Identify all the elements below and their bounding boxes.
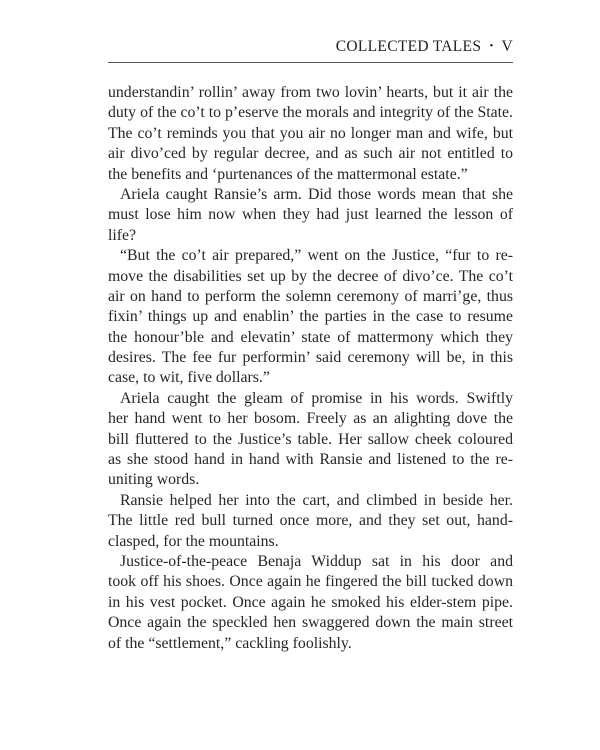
paragraph-1-line: The co’t reminds you that you air no longer man and wife, but bbox=[108, 124, 513, 142]
paragraph-6-line: of the “settlement,” cackling foolishly. bbox=[108, 634, 352, 652]
paragraph-6-line: Once again the speckled hen swaggered down the main street bbox=[108, 614, 513, 632]
paragraph-3-line: move the disabilities set up by the decree of divo’ce. The co’t bbox=[108, 267, 513, 285]
body-text bbox=[108, 83, 513, 654]
running-title: COLLECTED TALES bbox=[335, 38, 482, 55]
paragraph-3-line: “But the co’t air prepared,” went on the Justice, “fur to re- bbox=[120, 247, 513, 265]
header-bullet: • bbox=[489, 40, 494, 52]
paragraph-3-line: fixin’ things up and enablin’ the parties in the case to resume bbox=[108, 308, 513, 326]
paragraph-6-line: took off his shoes. Once again he fingered the bill tucked down bbox=[108, 573, 513, 591]
paragraph-2-line: Ariela caught Ransie’s arm. Did those words mean that she bbox=[120, 185, 513, 203]
paragraph-3-line: desires. The fee fur performin’ said ceremony will be, in this bbox=[108, 349, 513, 367]
paragraph-4-line: her hand went to her bosom. Freely as an alighting dove the bbox=[108, 410, 513, 428]
paragraph-4-line: uniting words. bbox=[108, 471, 200, 489]
volume-number: V bbox=[501, 38, 513, 55]
paragraph-2-line: life? bbox=[108, 226, 137, 244]
paragraph-6-line: in his vest pocket. Once again he smoked his elder-stem pipe. bbox=[108, 593, 513, 611]
running-header bbox=[108, 38, 513, 56]
paragraph-2-line: must lose him now when they had just learned the lesson of bbox=[108, 206, 513, 224]
paragraph-1-line: understandin’ rollin’ away from two lovin’ hearts, but it air the bbox=[108, 84, 513, 101]
paragraph-3-line: the honour’ble and elevatin’ state of mattermony which they bbox=[108, 328, 513, 346]
paragraph-1-line: air divo’ced by regular decree, and as such air not entitled to bbox=[108, 145, 513, 163]
paragraph-1-line: duty of the co’t to p’eserve the morals and integrity of the State. bbox=[108, 104, 513, 122]
paragraph-3-line: case, to wit, five dollars.” bbox=[108, 369, 270, 387]
header-rule bbox=[108, 62, 513, 63]
paragraph-1-line: the benefits and ‘purtenances of the mattermonal estate.” bbox=[108, 165, 468, 183]
paragraph-4-line: Ariela caught the gleam of promise in his words. Swiftly bbox=[120, 389, 513, 407]
paragraph-4-line: bill fluttered to the Justice’s table. Her sallow cheek coloured bbox=[108, 430, 513, 448]
paragraph-5-line: Ransie helped her into the cart, and climbed in beside her. bbox=[120, 491, 513, 509]
paragraph-6-line: Justice-of-the-peace Benaja Widdup sat in his door and bbox=[120, 552, 513, 570]
paragraph-3-line: air on hand to perform the solemn ceremony of marri’ge, thus bbox=[108, 287, 513, 305]
paragraph-4-line: as she stood hand in hand with Ransie and listened to the re- bbox=[108, 451, 513, 469]
paragraph-5-line: clasped, for the mountains. bbox=[108, 532, 279, 550]
paragraph-5-line: The little red bull turned once more, and they set out, hand- bbox=[108, 512, 513, 530]
